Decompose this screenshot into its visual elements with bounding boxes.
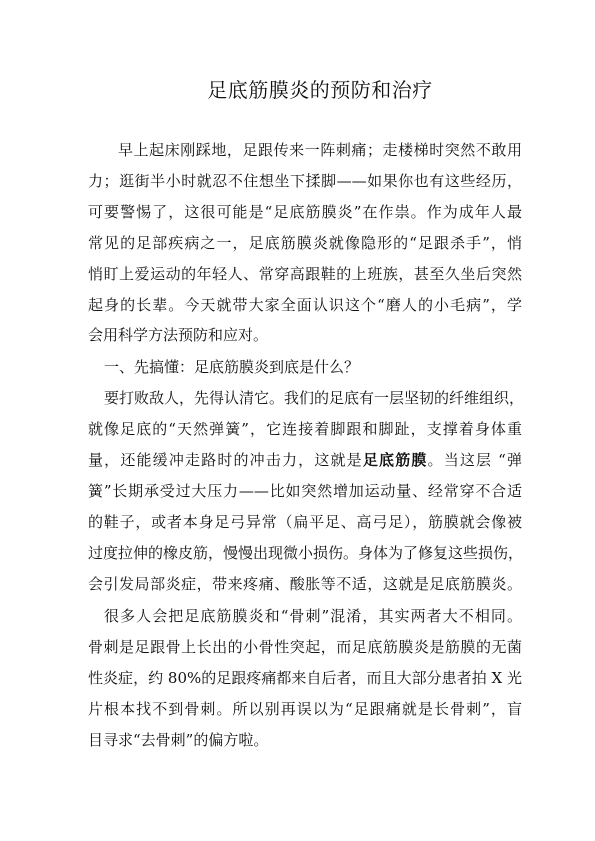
text-span: 。当这层 “弹 (427, 451, 522, 469)
paragraph-line: 就像足底的“天然弹簧”，它连接着脚跟和脚趾，支撑着身体重 (88, 420, 522, 438)
intro-line: 悄盯上爱运动的年轻人、常穿高跟鞋的上班族，甚至久坐后突然 (88, 265, 522, 283)
paragraph-line: 性炎症，约 80%的足跟疼痛都来自后者，而且大部分患者拍 X 光 (88, 669, 522, 687)
paragraph-line: 要打败敌人，先得认清它。我们的足底有一层坚韧的纤维组织， (104, 389, 525, 407)
paragraph-line: 的鞋子，或者本身足弓异常（扁平足、高弓足），筋膜就会像被 (88, 513, 522, 531)
intro-line: 可要警惕了，这很可能是“足底筋膜炎”在作祟。作为成年人最 (88, 203, 522, 221)
intro-line: 起身的长辈。今天就带大家全面认识这个“磨人的小毛病”，学 (88, 296, 522, 314)
intro-line: 力；逛街半小时就忍不住想坐下揉脚——如果你也有这些经历， (88, 172, 522, 190)
paragraph-line: 片根本找不到骨刺。所以别再误以为“足跟痛就是长骨刺”，盲 (88, 700, 522, 718)
document-title: 足底筋膜炎的预防和治疗 (207, 78, 433, 102)
paragraph-line: 会引发局部炎症，带来疼痛、酸胀等不适，这就是足底筋膜炎。 (88, 575, 522, 593)
section-heading: 一、先搞懂：足底筋膜炎到底是什么？ (104, 358, 360, 376)
paragraph-line: 骨刺是足跟骨上长出的小骨性突起，而足底筋膜炎是筋膜的无菌 (88, 638, 522, 656)
intro-line: 会用科学方法预防和应对。 (88, 326, 269, 344)
paragraph-line (88, 450, 522, 470)
bold-term: 足底筋膜 (362, 451, 428, 469)
text-span: 量，还能缓冲走路时的冲击力，这就是 (88, 451, 363, 469)
paragraph-line: 很多人会把足底筋膜炎和“骨刺”混淆，其实两者大不相同。 (104, 607, 522, 625)
intro-line: 早上起床刚踩地，足跟传来一阵刺痛；走楼梯时突然不敢用 (118, 141, 522, 159)
paragraph-line: 过度拉伸的橡皮筋，慢慢出现微小损伤。身体为了修复这些损伤， (88, 544, 524, 562)
intro-line: 常见的足部疾病之一，足底筋膜炎就像隐形的“足跟杀手”，悄 (88, 234, 522, 252)
paragraph-line: 簧”长期承受过大压力——比如突然增加运动量、经常穿不合适 (88, 482, 522, 500)
paragraph-line: 目寻求“去骨刺”的偏方啦。 (88, 731, 269, 749)
